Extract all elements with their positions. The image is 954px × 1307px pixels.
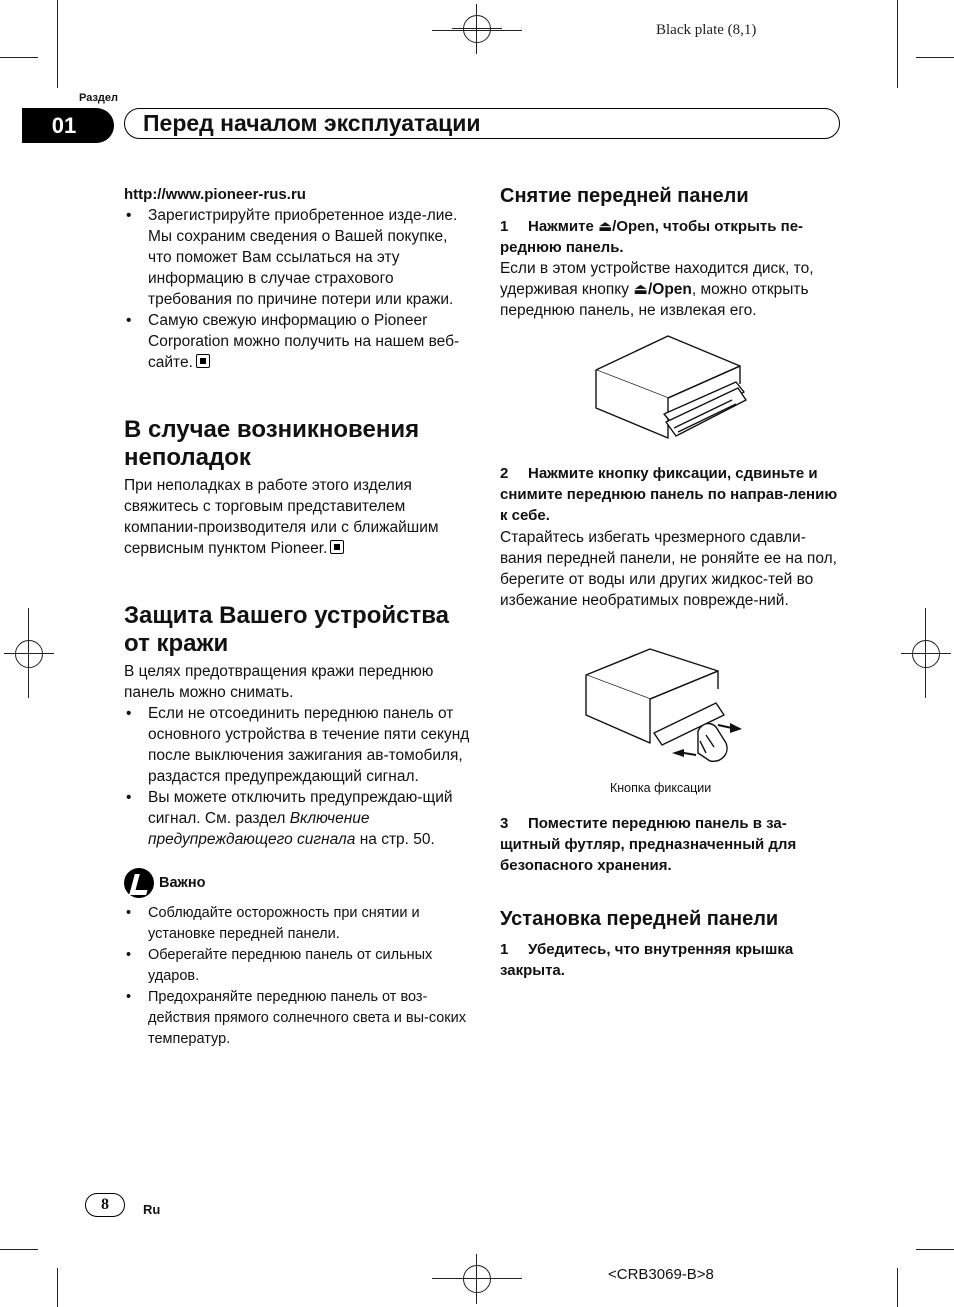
step-number: 1 [500,941,509,958]
important-header [124,868,470,898]
theft-heading: Защита Вашего устройства от кражи [124,602,450,657]
bullet-text: Оберегайте переднюю панель от сильных ударов. [148,947,433,984]
crop-mark [57,1268,58,1307]
step-number: 3 [500,815,509,832]
bullet-text: Вы можете отключить предупреждаю-щий сигнал. См. раздел [148,789,453,827]
registration-mark [15,640,43,668]
step-2-block [500,463,845,611]
crop-mark [897,0,898,88]
website-url[interactable]: http://www.pioneer-rus.ru [124,186,306,203]
important-bullet-list [124,903,470,1050]
remove-heading: Снятие передней панели [500,185,749,207]
crop-mark [28,608,29,698]
step-3-title: Поместите переднюю панель в за-щитный футляр, предназначенный для безопасного хранения. [500,815,797,874]
section-label: Раздел [79,92,118,104]
theft-bullet-list [124,703,470,850]
intro-bullet-list [124,205,470,373]
step-text: Если в этом устройстве находится диск, то, удерживая кнопку [500,260,814,298]
registration-mark [912,640,940,668]
step-2-title: Нажмите кнопку фиксации, сдвиньте и снимите переднюю панель по направ-лению к себе. [500,465,838,524]
page-number: 8 [85,1193,125,1217]
step-number: 1 [500,218,509,235]
bullet-text: Зарегистрируйте приобретенное изде-лие. Мы сохраним сведения о Вашей покупке, что поможет Вам ссылаться на эту информацию в случае страхового требования по причине потери или кражи. [148,207,458,308]
chapter-title: Перед началом эксплуатации [124,108,840,139]
install-step-1-title: Убедитесь, что внутренняя крышка закрыта. [500,941,794,979]
crop-mark [916,1249,954,1250]
eject-icon: ⏏ [633,281,648,298]
trouble-heading: В случае возникновения неполадок [124,416,420,471]
open-key-label: /Open [647,281,692,298]
step-number: 2 [500,465,509,482]
crop-mark [897,1268,898,1307]
step-text: , чтобы открыть пе-реднюю панель. [500,218,804,256]
end-mark-icon [196,354,210,368]
crop-mark [925,608,926,698]
bullet-text: Самую свежую информацию о Pioneer Corporation можно получить на нашем веб-сайте. [148,312,460,371]
important-icon [124,868,154,898]
bullet-text: на стр. 50. [355,831,435,848]
registration-mark [463,15,491,43]
step-1-text [500,258,845,321]
list-item [124,703,470,787]
bullet-text: Если не отсоединить переднюю панель от основного устройства в течение пяти секунд после выключения зажигания ав-томобиля, раздастся предупреждающий сигнал. [148,705,470,785]
list-item [124,310,470,373]
list-item [124,903,470,945]
fixing-button-illustration [580,645,750,775]
language-label: Ru [143,1202,161,1217]
crop-mark [0,1249,38,1250]
step-2-text: Старайтесь избегать чрезмерного сдавли-вания передней панели, не роняйте ее на пол, берегите от воды или других жидкос-тей во избежание необратимых поврежде-ний. [500,529,837,609]
list-item [124,787,470,850]
chapter-number: 01 [22,108,114,143]
trouble-text: При неполадках в работе этого изделия свяжитесь с торговым представителем компании-производителя или с ближайшим сервисным пунктом Pioneer. [124,477,439,557]
crop-mark [0,57,38,58]
step-text: , можно открыть переднюю панель, не извлекая его. [500,281,809,319]
document-code: <CRB3069-B>8 [608,1266,714,1283]
important-label: Важно [159,874,206,891]
theft-text: В целях предотвращения кражи переднюю панель можно снимать. [124,663,434,701]
crop-mark [916,57,954,58]
right-column [500,184,845,321]
end-mark-icon [330,540,344,554]
step-3-block [500,813,845,981]
crop-mark [57,0,58,88]
figure-caption: Кнопка фиксации [610,781,712,795]
list-item [124,987,470,1050]
cross-reference-link[interactable]: Включение предупреждающего сигнала [148,810,370,848]
list-item [124,945,470,987]
step-text: Нажмите [528,218,598,235]
open-key-label: /Open [612,218,655,235]
registration-mark [463,1265,491,1293]
install-heading: Установка передней панели [500,908,779,930]
list-item [124,205,470,310]
step-1-title [500,216,845,258]
bullet-text: Предохраняйте переднюю панель от воз-действия прямого солнечного света и вы-соких температур. [148,989,466,1047]
eject-icon: ⏏ [597,218,613,235]
bullet-text: Соблюдайте осторожность при снятии и установке передней панели. [148,905,420,942]
plate-label: Black plate (8,1) [656,22,757,38]
front-panel-open-illustration [590,332,750,444]
left-column [124,184,470,1050]
